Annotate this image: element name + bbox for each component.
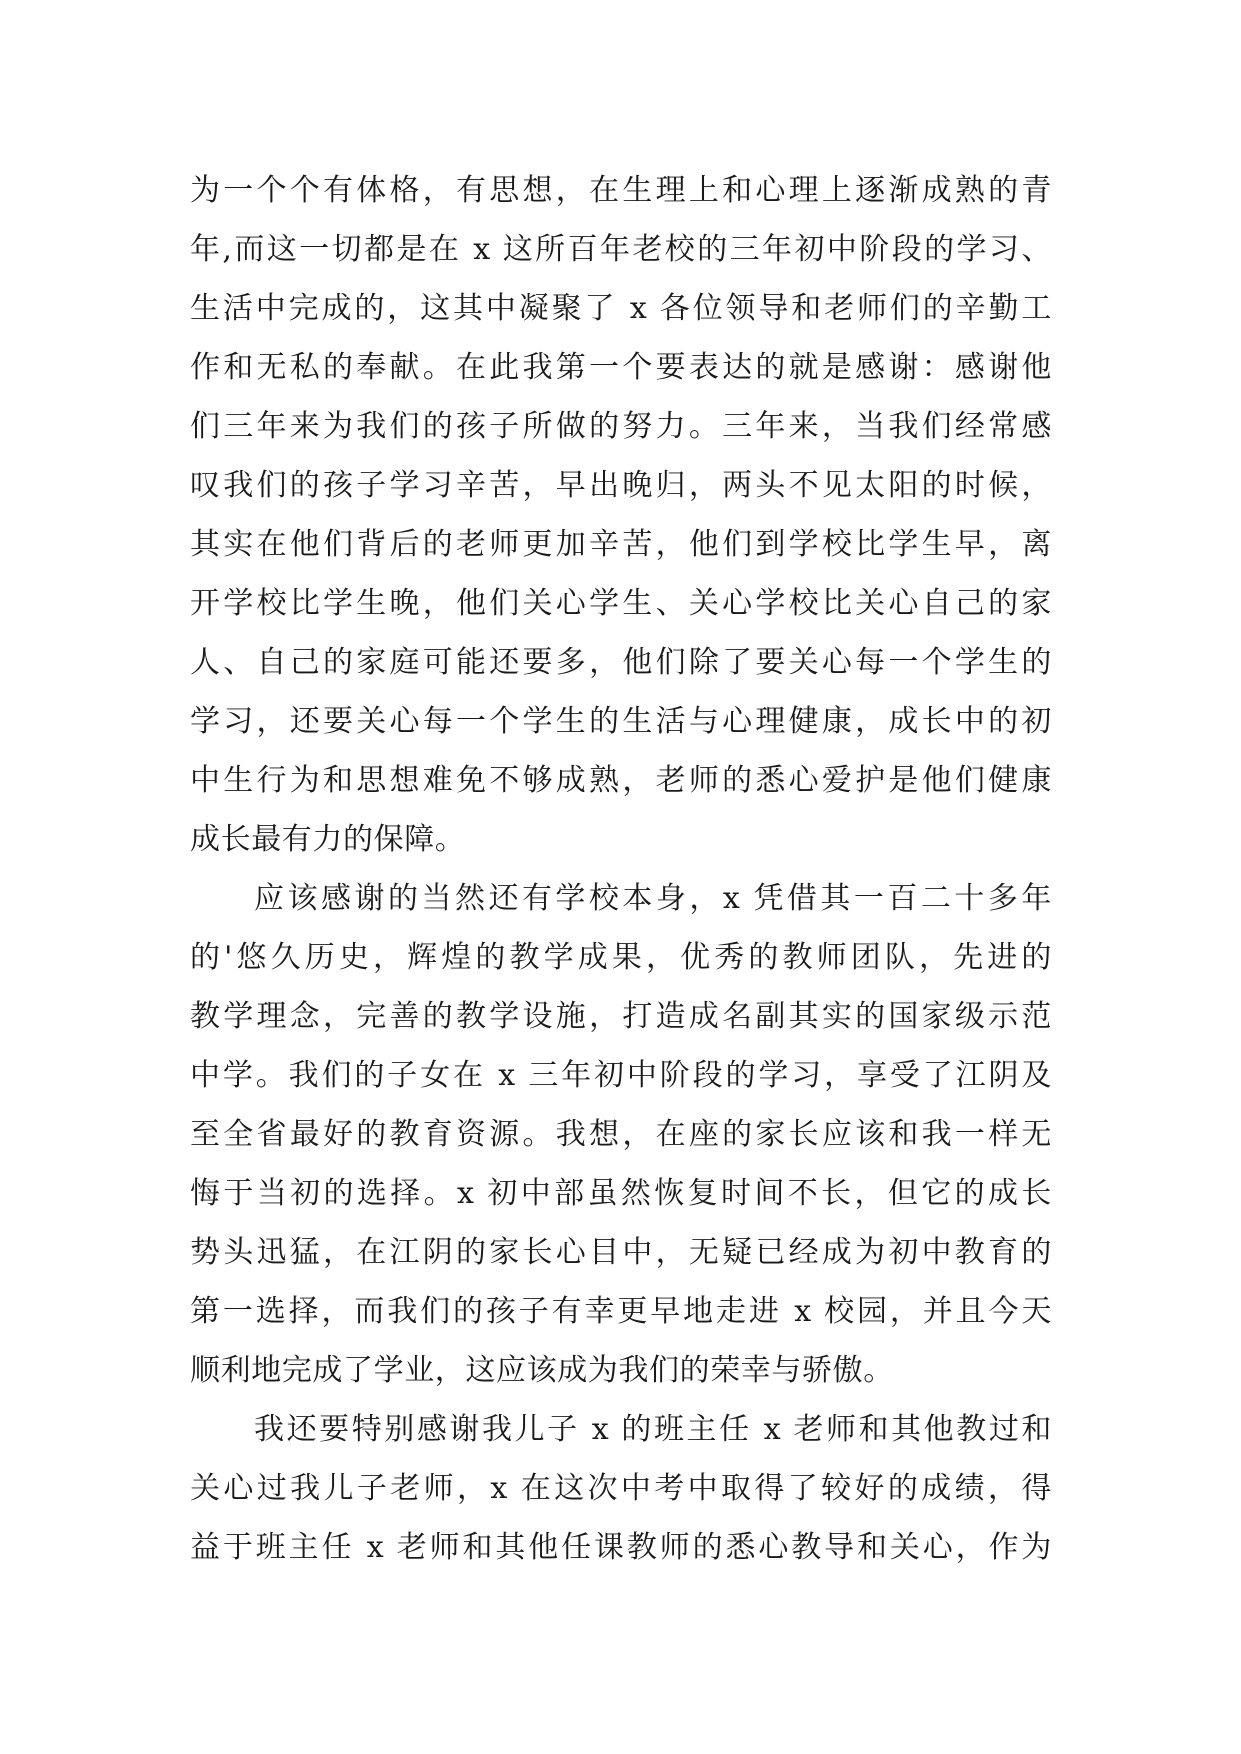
text-line: 学习，还要关心每一个学生的生活与心理健康，成长中的初: [190, 704, 1052, 739]
text-line: 人、自己的家庭可能还要多，他们除了要关心每一个学生的: [190, 645, 1052, 680]
text-line: 为一个个有体格，有思想，在生理上和心理上逐渐成熟的青: [190, 173, 1052, 208]
document-body: [190, 161, 1052, 1577]
text-line: 益于班主任 x 老师和其他任课教师的悉心教导和关心，作为: [190, 1530, 1052, 1565]
text-line: 顺利地完成了学业，这应该成为我们的荣幸与骄傲。: [190, 1353, 894, 1388]
text-line: 的'悠久历史，辉煌的教学成果，优秀的教师团队，先进的: [190, 940, 1052, 975]
text-line: 第一选择，而我们的孩子有幸更早地走进 x 校园，并且今天: [190, 1294, 1052, 1329]
paragraph-1: [190, 161, 1052, 869]
text-line: 关心过我儿子老师，x 在这次中考中取得了较好的成绩，得: [190, 1471, 1052, 1506]
text-line: 中学。我们的子女在 x 三年初中阶段的学习，享受了江阴及: [190, 1058, 1052, 1093]
text-line: 悔于当初的选择。x 初中部虽然恢复时间不长，但它的成长: [190, 1176, 1052, 1211]
text-line: 我还要特别感谢我儿子 x 的班主任 x 老师和其他教过和: [254, 1412, 1052, 1447]
text-line: 作和无私的奉献。在此我第一个要表达的就是感谢：感谢他: [190, 350, 1052, 385]
text-line: 至全省最好的教育资源。我想，在座的家长应该和我一样无: [190, 1117, 1052, 1152]
text-line: 年,而这一切都是在 x 这所百年老校的三年初中阶段的学习、: [190, 232, 1052, 267]
paragraph-2: [190, 869, 1052, 1400]
text-line: 势头迅猛，在江阴的家长心目中，无疑已经成为初中教育的: [190, 1235, 1052, 1270]
text-line: 其实在他们背后的老师更加辛苦，他们到学校比学生早，离: [190, 527, 1052, 562]
text-line: 教学理念，完善的教学设施，打造成名副其实的国家级示范: [190, 999, 1052, 1034]
text-line: 开学校比学生晚，他们关心学生、关心学校比关心自己的家: [190, 586, 1052, 621]
text-line: 生活中完成的，这其中凝聚了 x 各位领导和老师们的辛勤工: [190, 291, 1052, 326]
text-line: 应该感谢的当然还有学校本身，x 凭借其一百二十多年: [254, 881, 1052, 916]
text-line: 叹我们的孩子学习辛苦，早出晚归，两头不见太阳的时候，: [190, 468, 1052, 503]
text-line: 成长最有力的保障。: [190, 822, 466, 857]
paragraph-3: [190, 1400, 1052, 1577]
text-line: 们三年来为我们的孩子所做的努力。三年来，当我们经常感: [190, 409, 1052, 444]
text-line: 中生行为和思想难免不够成熟，老师的悉心爱护是他们健康: [190, 763, 1052, 798]
